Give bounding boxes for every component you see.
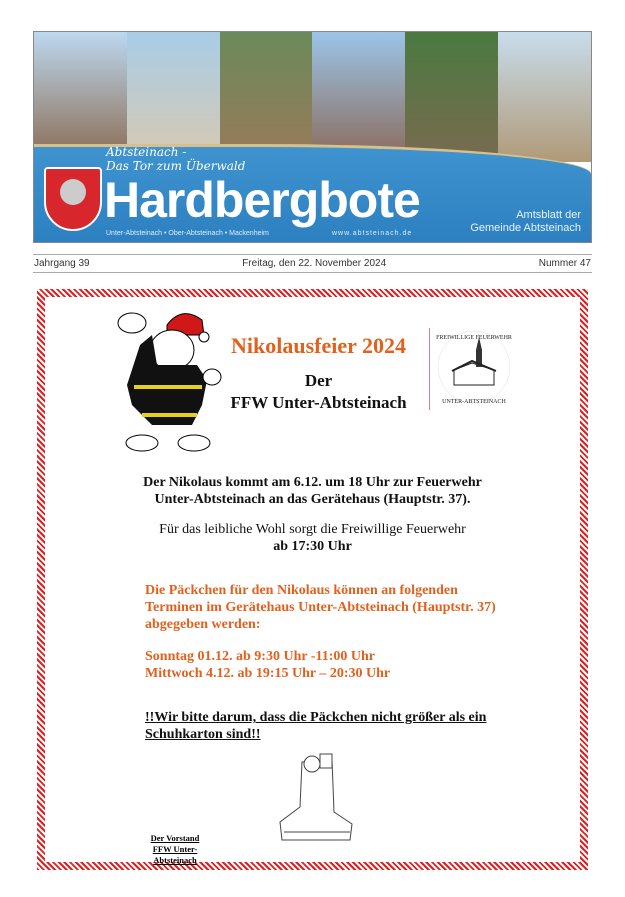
website-link[interactable]: www.abtsteinach.de (332, 230, 413, 237)
masthead-banner (33, 31, 592, 243)
svg-text:UNTER-ABTSTEINACH: UNTER-ABTSTEINACH (442, 399, 506, 405)
paragraph-packages: Die Päckchen für den Nikolaus können an folgenden Terminen im Gerätehaus Unter-Abtsteinach (Hauptstr. 37) abgegeben werden: (145, 583, 496, 632)
svg-text:FREIWILLIGE FEUERWEHR: FREIWILLIGE FEUERWEHR (436, 335, 512, 341)
fire-brigade-seal (432, 325, 516, 409)
dropoff-dates: Sonntag 01.12. ab 9:30 Uhr -11:00 Uhr Mittwoch 4.12. ab 19:15 Uhr – 20:30 Uhr (145, 649, 391, 681)
paragraph-catering: Für das leibliche Wohl sorgt die Freiwillige Feuerwehr ab 17:30 Uhr (159, 522, 466, 554)
issue-date: Freitag, den 22. November 2024 (242, 258, 387, 269)
divider (429, 328, 430, 410)
event-organizer: Der FFW Unter-Abtsteinach (230, 371, 407, 412)
slogan: Abtsteinach - Das Tor zum Überwald (106, 145, 246, 173)
amtsblatt-label: Amtsblatt der Gemeinde Abtsteinach (470, 209, 581, 234)
issue-number: Nummer 47 (538, 258, 591, 269)
newspaper-title: Hardbergbote (104, 172, 420, 228)
coat-of-arms-icon (44, 167, 102, 231)
issue-meta-bar (33, 254, 592, 273)
event-title: Nikolausfeier 2024 (231, 333, 406, 358)
volume: Jahrgang 39 (34, 258, 90, 269)
paragraph-arrival: Der Nikolaus kommt am 6.12. um 18 Uhr zur Feuerwehr Unter-Abtsteinach an das Gerätehaus (Hauptstr. 37). (143, 475, 482, 507)
photo-strip (34, 32, 591, 162)
santa-illustration (112, 305, 222, 455)
signature: Der Vorstand FFW Unter-Abtsteinach (150, 833, 200, 865)
localities: Unter-Abtsteinach • Ober-Abtsteinach • Mackenheim (106, 230, 269, 237)
nikolaus-boot-illustration (272, 752, 357, 850)
size-notice: !!Wir bitte darum, dass die Päckchen nicht größer als ein Schuhkarton sind!! (145, 710, 487, 742)
